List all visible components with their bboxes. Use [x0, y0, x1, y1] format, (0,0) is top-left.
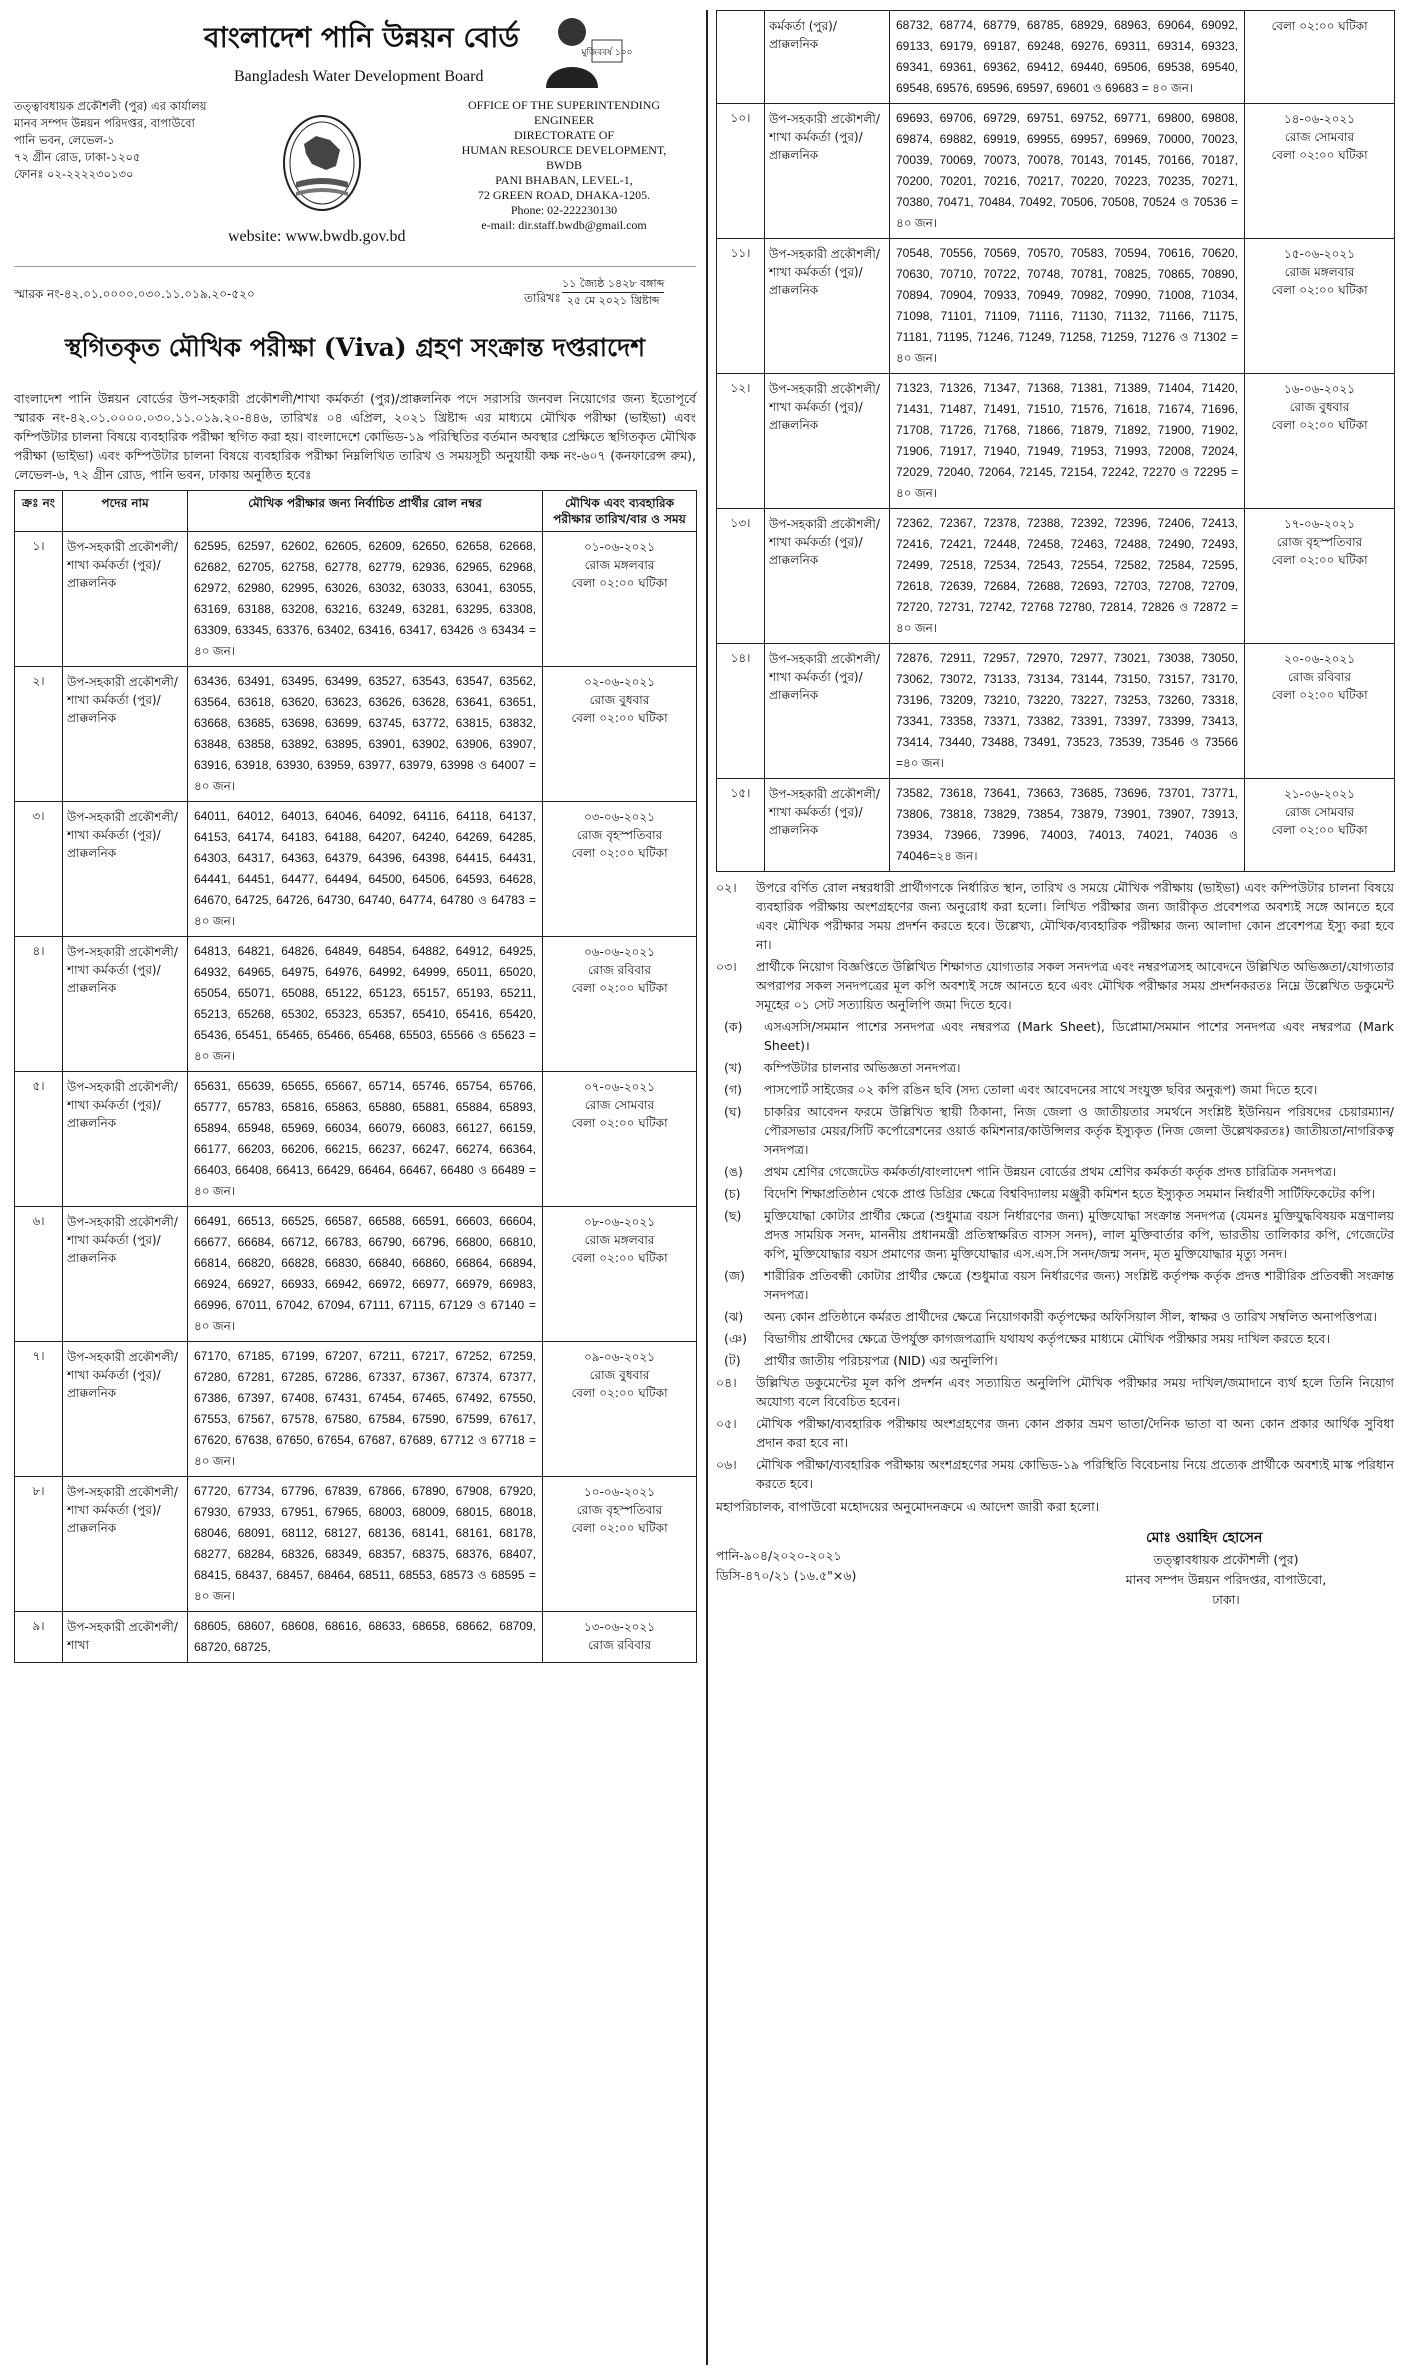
note-number: (গ) [724, 1082, 742, 1097]
note-text: প্রথম শ্রেণির গেজেটেড কর্মকর্তা/বাংলাদেশ পানি উন্নয়ন বোর্ডের প্রথম শ্রেণির কর্মকর্তা কর্তৃক প্রদত্ত চারিত্রিক সনদপত্র। [764, 1164, 1337, 1179]
serial-cell: ৫। [15, 1072, 63, 1207]
serial-cell: ৬। [15, 1207, 63, 1342]
post-cell: উপ-সহকারী প্রকৌশলী/শাখা কর্মকর্তা (পুর)/প্রাক্কলনিক [63, 1207, 188, 1342]
schedule-cell [1245, 509, 1395, 644]
note-number: (ক) [724, 1019, 743, 1034]
note-item [716, 1017, 1394, 1055]
address-line: 72 GREEN ROAD, DHAKA-1205. [477, 188, 651, 202]
table-row [15, 1342, 697, 1477]
post-cell: উপ-সহকারী প্রকৌশলী/শাখা কর্মকর্তা (পুর)/প্রাক্কলনিক [765, 239, 890, 374]
schedule-cell [543, 1612, 697, 1663]
address-line: মানব সম্পদ উন্নয়ন পরিদপ্তর, বাপাউবো [14, 116, 195, 130]
table-row [15, 802, 697, 937]
post-cell: উপ-সহকারী প্রকৌশলী/শাখা কর্মকর্তা (পুর)/প্রাক্কলনিক [765, 779, 890, 872]
exam-time: বেলা ০২:০০ ঘটিকা [571, 576, 668, 590]
exam-day: রোজ রবিবার [588, 1638, 651, 1652]
exam-time: বেলা ০২:০০ ঘটিকা [1271, 688, 1368, 702]
intro-paragraph: বাংলাদেশ পানি উন্নয়ন বোর্ডের উপ-সহকারী প্রকৌশলী/শাখা কর্মকর্তা (পুর)/প্রাক্কলনিক পদে সরাসরি জনবল নিয়োগের জন্য ইতোপূর্বে স্মারক নং-৪২.০১.০০০০.০৩০.১১.০১৯.২০-৪৪৬, তারিখঃ ০৪ এপ্রিল, ২০২১ খ্রিষ্টাব্দ এর মাধ্যমে মৌখিক পরীক্ষা (ভাইভা) এবং কম্পিউটার চালনা বিষয়ে ব্যবহারিক পরীক্ষা স্থগিত করা হয়। বাংলাদেশে কোভিড-১৯ পরিস্থিতির বর্তমান অবস্থার প্রেক্ষিতে স্থগিতকৃত মৌখিক পরীক্ষা (ভাইভা) এবং কম্পিউটার চালনা বিষয়ে ব্যবহারিক পরীক্ষা নিম্নলিখিত তারিখ ও সময়সূচী অনুযায়ী কক্ষ নং-৬০৭ (কনফারেন্স রুম), লেভেল-৬, ৭২ গ্রীন রোড, পানি ভবন, ঢাকায় অনুষ্ঠিত হবেঃ [14, 391, 696, 482]
roll-numbers-cell: 69693, 69706, 69729, 69751, 69752, 69771, 69800, 69808, 69874, 69882, 69919, 69955, 69957, 69969, 70000, 70023, 70039, 70069, 70073, 70078, 70143, 70145, 70166, 70187, 70200, 70201, 70216, 70217, 70220, 70223, 70235, 70271, 70380, 70471, 70484, 70492, 70506, 70508, 70524 ও 70536 = ৪০ জন। [890, 104, 1245, 239]
exam-time: বেলা ০২:০০ ঘটিকা [1271, 823, 1368, 837]
address-line: PANI BHABAN, LEVEL-1, [495, 173, 633, 187]
note-item [716, 1102, 1394, 1159]
col-post: পদের নাম [63, 491, 188, 532]
schedule-cell [543, 937, 697, 1072]
note-item [716, 1162, 1394, 1181]
roll-numbers-cell: 71323, 71326, 71347, 71368, 71381, 71389, 71404, 71420, 71431, 71487, 71491, 71510, 71576, 71618, 71674, 71696, 71708, 71726, 71768, 71866, 71879, 71892, 71900, 71902, 71906, 71917, 71940, 71949, 71953, 71993, 72008, 72024, 72029, 72040, 72064, 72145, 72154, 72242, 72270 ও 72295 = ৪০ জন। [890, 374, 1245, 509]
date-label: তারিখঃ [524, 291, 561, 305]
exam-day: রোজ বৃহস্পতিবার [1276, 535, 1363, 549]
table-header-row [15, 491, 697, 532]
note-text: শারীরিক প্রতিবন্ধী কোটার প্রার্থীর ক্ষেত্রে (শুধুমাত্র বয়স নির্ধারণের জন্য) সংশ্লিষ্ট কর্তৃপক্ষ কর্তৃক প্রদত্ত শারীরিক প্রতিবন্ধী সংক্রান্ত সনদপত্র। [764, 1268, 1394, 1302]
address-line: ৭২ গ্রীন রোড, ঢাকা-১২০৫ [14, 150, 141, 164]
note-text: মৌখিক পরীক্ষা/ব্যবহারিক পরীক্ষায় অংশগ্রহণের সময় কোভিড-১৯ পরিস্থিতি বিবেচনায় নিয়ে প্রত্যেক প্রার্থীকে অবশ্যই মাস্ক পরিধান করতে হবে। [756, 1457, 1394, 1491]
exam-day: রোজ বৃহস্পতিবার [576, 1503, 663, 1517]
post-cell: উপ-সহকারী প্রকৌশলী/শাখা কর্মকর্তা (পুর)/প্রাক্কলনিক [63, 1477, 188, 1612]
note-number: (খ) [724, 1060, 742, 1075]
note-item [716, 1414, 1394, 1452]
roll-numbers-cell: 68732, 68774, 68779, 68785, 68929, 68963, 69064, 69092, 69133, 69179, 69187, 69248, 69276, 69311, 69314, 69323, 69341, 69361, 69362, 69412, 69440, 69506, 69538, 69540, 69548, 69576, 69596, 69597, 69601 ও 69683 = ৪০ জন। [890, 11, 1245, 104]
exam-day: রোজ সোমবার [1284, 130, 1355, 144]
note-text: মুক্তিযোদ্ধা কোটার প্রার্থীর ক্ষেত্রে (শুধুমাত্র বয়স নির্ধারণের জন্য) মুক্তিযোদ্ধা সংক্রান্ত সনদপত্র (যেমনঃ মুক্তিযুদ্ধবিষয়ক মন্ত্রণালয় প্রদত্ত সাময়িক সনদ, মাননীয় প্রধানমন্ত্রী প্রতিস্বাক্ষরিত বাসস সনদ), লাল মুক্তিবার্তার কপি, ভারতীয় তালিকার কপি, গেজেটের কপি, মুক্তিযোদ্ধার বয়স প্রমাণের জন্য মুক্তিযোদ্ধার এস.এস.সি সনদ/জন্ম সনদ, মৃত মুক্তিযোদ্ধার মৃত্যু সনদ। [764, 1208, 1394, 1261]
designation-line: মানব সম্পদ উন্নয়ন পরিদপ্তর, বাপাউবো, [1125, 1572, 1327, 1587]
note-item [716, 1373, 1394, 1411]
address-line: DIRECTORATE OF [513, 128, 615, 142]
table-row [15, 1477, 697, 1612]
roll-numbers-cell: 66491, 66513, 66525, 66587, 66588, 66591, 66603, 66604, 66677, 66684, 66712, 66783, 66790, 66796, 66800, 66810, 66814, 66820, 66828, 66830, 66840, 66860, 66864, 66894, 66924, 66927, 66933, 66942, 66972, 66977, 66979, 66983, 66996, 67011, 67042, 67094, 67111, 67115, 67129 ও 67140 = ৪০ জন। [188, 1207, 543, 1342]
exam-day: রোজ বুধবার [589, 1368, 650, 1382]
exam-time: বেলা ০২:০০ ঘটিকা [1271, 418, 1368, 432]
post-cell: উপ-সহকারী প্রকৌশলী/শাখা কর্মকর্তা (পুর)/প্রাক্কলনিক [63, 532, 188, 667]
note-text: উল্লিখিত ডকুমেন্টের মূল কপি প্রদর্শন এবং সত্যায়িত অনুলিপি মৌখিক পরীক্ষার সময় দাখিল/জমাদানে ব্যর্থ হলে তিনি নিয়োগ অযোগ্য বলে বিবেচিত হবেন। [756, 1375, 1394, 1409]
table-row [717, 509, 1395, 644]
schedule-cell [1245, 11, 1395, 104]
post-cell: উপ-সহকারী প্রকৌশলী/শাখা কর্মকর্তা (পুর)/প্রাক্কলনিক [63, 1342, 188, 1477]
exam-day: রোজ সোমবার [584, 1098, 655, 1112]
note-number: (ট) [724, 1353, 741, 1368]
roll-numbers-cell: 67720, 67734, 67796, 67839, 67866, 67890, 67908, 67920, 67930, 67933, 67951, 67965, 68003, 68009, 68015, 68018, 68046, 68091, 68112, 68127, 68136, 68141, 68161, 68178, 68277, 68284, 68326, 68349, 68357, 68375, 68376, 68407, 68415, 68437, 68457, 68464, 68511, 68553, 68573 ও 68595 = ৪০ জন। [188, 1477, 543, 1612]
bwdb-logo-icon [282, 114, 362, 212]
exam-day: রোজ রবিবার [588, 963, 651, 977]
serial-cell: ১। [15, 532, 63, 667]
exam-day: রোজ মঙ্গলবার [584, 1233, 655, 1247]
note-text: পাসপোর্ট সাইজের ০২ কপি রঙিন ছবি (সদ্য তোলা এবং আবেদনের সাথে সংযুক্ত ছবির অনুরূপ) জমা দিতে হবে। [764, 1082, 1318, 1097]
table-row [15, 667, 697, 802]
table-row [717, 779, 1395, 872]
schedule-cell [543, 667, 697, 802]
note-number: (চ) [724, 1186, 741, 1201]
note-text: প্রার্থীকে নিয়োগ বিজ্ঞপ্তিতে উল্লিখিত শিক্ষাগত যোগ্যতার সকল সনদপত্র এবং নম্বরপত্রসহ আবেদনে উল্লিখিত অভিজ্ঞতা/যোগ্যতার অপরাপর সকল সনদপত্রের মূল কপি অবশ্যই সঙ্গে আনতে হবে এবং মৌখিক পরীক্ষার সময় প্রদর্শনকরতঃ নিম্নে উল্লেখিত ডকুমেন্ট সমূহের ০১ সেট সত্যায়িত অনুলিপি জমা দিতে হবে। [756, 959, 1394, 1012]
note-number: (ঙ) [724, 1164, 743, 1179]
schedule-cell [1245, 374, 1395, 509]
roll-numbers-cell: 62595, 62597, 62602, 62605, 62609, 62650, 62658, 62668, 62682, 62705, 62758, 62778, 62779, 62936, 62965, 62968, 62972, 62980, 62995, 63026, 63032, 63033, 63041, 63055, 63169, 63188, 63208, 63216, 63249, 63281, 63295, 63308, 63309, 63345, 63376, 63402, 63416, 63417, 63426 ও 63434 = ৪০ জন। [188, 532, 543, 667]
exam-time: বেলা ০২:০০ ঘটিকা [571, 711, 668, 725]
serial-cell: ৯। [15, 1612, 63, 1663]
roll-numbers-cell: 63436, 63491, 63495, 63499, 63527, 63543, 63547, 63562, 63564, 63618, 63620, 63623, 63626, 63628, 63641, 63651, 63668, 63685, 63698, 63699, 63745, 63772, 63815, 63832, 63848, 63858, 63892, 63895, 63901, 63902, 63906, 63907, 63916, 63918, 63930, 63959, 63977, 63979, 63998 ও 64007 = ৪০ জন। [188, 667, 543, 802]
exam-time: বেলা ০২:০০ ঘটিকা [571, 846, 668, 860]
schedule-cell [543, 1342, 697, 1477]
note-number: (জ) [724, 1268, 745, 1283]
print-ref-line: ডিসি-৪৭০/২১ (১৬.৫"×৬) [716, 1568, 857, 1583]
table-row [717, 239, 1395, 374]
memo-number: স্মারক নং-৪২.০১.০০০০.০৩০.১১.০১৯.২০-৫২০ [14, 287, 255, 301]
schedule-cell [1245, 239, 1395, 374]
post-cell: উপ-সহকারী প্রকৌশলী/শাখা কর্মকর্তা (পুর)/প্রাক্কলনিক [63, 1072, 188, 1207]
exam-time: বেলা ০২:০০ ঘটিকা [1271, 553, 1368, 567]
exam-day: রোজ মঙ্গলবার [1284, 265, 1355, 279]
schedule-cell [543, 532, 697, 667]
table-body-right [717, 11, 1395, 872]
table-row [15, 1072, 697, 1207]
post-cell: উপ-সহকারী প্রকৌশলী/শাখা কর্মকর্তা (পুর)/প্রাক্কলনিক [63, 802, 188, 937]
date-block [562, 276, 664, 309]
address-line: BWDB [546, 158, 582, 172]
post-cell: উপ-সহকারী প্রকৌশলী/শাখা কর্মকর্তা (পুর)/প্রাক্কলনিক [63, 667, 188, 802]
table-row-continued [717, 11, 1395, 104]
post-cell: উপ-সহকারী প্রকৌশলী/শাখা কর্মকর্তা (পুর)/প্রাক্কলনিক [765, 374, 890, 509]
note-item [716, 1184, 1394, 1203]
roll-numbers-cell: 73582, 73618, 73641, 73663, 73685, 73696, 73701, 73771, 73806, 73818, 73829, 73854, 73879, 73901, 73907, 73913, 73934, 73966, 73996, 74003, 74013, 74021, 74036 ও 74046=২৪ জন। [890, 779, 1245, 872]
note-text: এসএসসি/সমমান পাশের সনদপত্র এবং নম্বরপত্র (Mark Sheet), ডিপ্লোমা/সমমান পাশের সনদপত্র এবং নম্বরপত্র (Mark Sheet)। [764, 1019, 1394, 1053]
exam-date: ০৩-০৬-২০২১ [583, 810, 656, 824]
roll-numbers-cell: 67170, 67185, 67199, 67207, 67211, 67217, 67252, 67259, 67280, 67281, 67285, 67286, 67337, 67367, 67374, 67377, 67386, 67397, 67408, 67431, 67454, 67465, 67492, 67550, 67553, 67567, 67578, 67580, 67584, 67590, 67599, 67617, 67620, 67638, 67650, 67654, 67687, 67689, 67712 ও 67718 = ৪০ জন। [188, 1342, 543, 1477]
print-reference [716, 1546, 856, 1586]
note-number: ০২। [716, 880, 737, 895]
note-text: প্রার্থীর জাতীয় পরিচয়পত্র (NID) এর অনুলিপি। [764, 1353, 998, 1368]
schedule-table-left [14, 490, 697, 1663]
table-row [15, 1207, 697, 1342]
note-item [716, 957, 1394, 1014]
portrait-emblem-icon [542, 10, 633, 88]
serial-cell: ১২। [717, 374, 765, 509]
note-item [716, 878, 1394, 954]
roll-numbers-cell: 68605, 68607, 68608, 68616, 68633, 68658, 68662, 68709, 68720, 68725, [188, 1612, 543, 1663]
serial-cell: ৩। [15, 802, 63, 937]
exam-time: বেলা ০২:০০ ঘটিকা [1271, 19, 1368, 33]
signature-block [716, 1516, 1394, 1636]
address-line: Phone: 02-222230130 [510, 203, 618, 217]
exam-date: ২০-০৬-২০২১ [1283, 652, 1356, 666]
exam-date: ০৯-০৬-২০২১ [583, 1350, 656, 1364]
address-line: পানি ভবন, লেভেল-১ [14, 133, 115, 147]
roll-numbers-cell: 72362, 72367, 72378, 72388, 72392, 72396, 72406, 72413, 72416, 72421, 72448, 72458, 72463, 72488, 72490, 72493, 72499, 72518, 72534, 72543, 72554, 72582, 72584, 72595, 72618, 72639, 72684, 72688, 72693, 72703, 72708, 72709, 72720, 72731, 72742, 72768 72780, 72814, 72826 ও 72872 = ৪০ জন। [890, 509, 1245, 644]
notes-list [716, 878, 1394, 1014]
note-number: ০৬। [716, 1457, 737, 1472]
schedule-cell [1245, 644, 1395, 779]
exam-date: ১০-০৬-২০২১ [583, 1485, 656, 1499]
post-cell: উপ-সহকারী প্রকৌশলী/শাখা কর্মকর্তা (পুর)/প্রাক্কলনিক [765, 104, 890, 239]
serial-cell: ২। [15, 667, 63, 802]
website-link[interactable]: website: www.bwdb.gov.bd [228, 228, 406, 245]
note-number: ০৪। [716, 1375, 737, 1390]
schedule-cell [543, 1477, 697, 1612]
serial-cell: ১৩। [717, 509, 765, 644]
date-bangla: ১১ জ্যৈষ্ঠ ১৪২৮ বঙ্গাব্দ [562, 276, 664, 293]
org-name-english: Bangladesh Water Development Board [234, 68, 484, 85]
address-line: OFFICE OF THE SUPERINTENDING [467, 98, 661, 112]
print-ref-line: পানি-৯০৪/২০২০-২০২১ [716, 1548, 842, 1563]
exam-date: ০১-০৬-২০২১ [583, 540, 656, 554]
header-divider [14, 266, 696, 267]
exam-date: ১৭-০৬-২০২১ [1283, 517, 1356, 531]
note-text: কম্পিউটার চালনার অভিজ্ঞতা সনদপত্র। [764, 1060, 961, 1075]
document-checklist [716, 1017, 1394, 1370]
schedule-cell [543, 802, 697, 937]
right-column [716, 10, 1394, 1636]
note-number: (ঞ) [724, 1331, 747, 1346]
address-line: ফোনঃ ০২-২২২২৩০১৩০ [14, 167, 134, 181]
post-cell: উপ-সহকারী প্রকৌশলী/শাখা কর্মকর্তা (পুর)/প্রাক্কলনিক [765, 644, 890, 779]
exam-date: ১৪-০৬-২০২১ [1283, 112, 1356, 126]
exam-day: রোজ বৃহস্পতিবার [576, 828, 663, 842]
exam-date: ২১-০৬-২০২১ [1283, 787, 1356, 801]
note-item [716, 1455, 1394, 1493]
signatory-designation [1076, 1550, 1376, 1610]
note-text: চাকরির আবেদন ফরমে উল্লিখিত স্থায়ী ঠিকানা, নিজ জেলা ও জাতীয়তার সমর্থনে সংশ্লিষ্ট ইউনিয়ন পরিষদের চেয়ারম্যান/পৌরসভার মেয়র/সিটি কর্পোরেশনের ওয়ার্ড কমিশনার/কাউন্সিলর কর্তৃক ইস্যুকৃত (নিজ জেলা উল্লেখকরতঃ) জাতীয়তা/নাগরিকত্ব সনদপত্র। [764, 1104, 1394, 1157]
serial-cell: ৮। [15, 1477, 63, 1612]
table-row [717, 104, 1395, 239]
roll-numbers-cell: 70548, 70556, 70569, 70570, 70583, 70594, 70616, 70620, 70630, 70710, 70722, 70748, 70781, 70825, 70865, 70890, 70894, 70904, 70933, 70949, 70982, 70990, 71008, 71034, 71098, 71101, 71109, 71116, 71130, 71132, 71166, 71175, 71181, 71195, 71246, 71249, 71258, 71259, 71276 ও 71302 = ৪০ জন। [890, 239, 1245, 374]
address-line: তত্ত্বাবধায়ক প্রকৌশলী (পুর) এর কার্যালয় [14, 99, 207, 113]
roll-numbers-cell: 72876, 72911, 72957, 72970, 72977, 73021, 73038, 73050, 73062, 73072, 73133, 73134, 73144, 73150, 73157, 73170, 73196, 73209, 73210, 73220, 73227, 73253, 73260, 73318, 73341, 73358, 73371, 73382, 73391, 73397, 73399, 73413, 73414, 73440, 73488, 73491, 73523, 73539, 73546 ও 73566 =৪০ জন। [890, 644, 1245, 779]
office-address-english [434, 98, 694, 233]
table-row [15, 532, 697, 667]
exam-time: বেলা ০২:০০ ঘটিকা [571, 1521, 668, 1535]
table-row [717, 644, 1395, 779]
exam-day: রোজ বুধবার [589, 693, 650, 707]
exam-day: রোজ মঙ্গলবার [584, 558, 655, 572]
exam-time: বেলা ০২:০০ ঘটিকা [571, 1116, 668, 1130]
note-number: ০৩। [716, 959, 737, 974]
note-text: মৌখিক পরীক্ষা/ব্যবহারিক পরীক্ষায় অংশগ্রহণের জন্য কোন প্রকার ভ্রমণ ভাতা/দৈনিক ভাতা বা অন্য কোন প্রকার আর্থিক সুবিধা প্রদান করা হবে না। [756, 1416, 1394, 1450]
serial-cell: ৪। [15, 937, 63, 1072]
post-cell: উপ-সহকারী প্রকৌশলী/শাখা [63, 1612, 188, 1663]
designation-line: তত্ত্বাবধায়ক প্রকৌশলী (পুর) [1153, 1552, 1299, 1567]
serial-cell: ১৪। [717, 644, 765, 779]
exam-time: বেলা ০২:০০ ঘটিকা [571, 981, 668, 995]
exam-day: রোজ রবিবার [1288, 670, 1351, 684]
exam-date: ১৫-০৬-২০২১ [1283, 247, 1356, 261]
letterhead [14, 10, 696, 310]
note-text: উপরে বর্ণিত রোল নম্বরধারী প্রার্থীগণকে নির্ধারিত স্থান, তারিখ ও সময়ে মৌখিক পরীক্ষায় (ভাইভা) এবং কম্পিউটার চালনা বিষয়ে ব্যবহারিক পরীক্ষায় অংশগ্রহণের জন্য অনুরোধ করা হলো। লিখিত পরীক্ষার জন্য জারীকৃত প্রবেশপত্র অবশ্যই সঙ্গে আনতে হবে এবং মৌখিক পরীক্ষার সময় প্রদর্শন করতে হবে। উল্লেখ্য, মৌখিক/ব্যবহারিক পরীক্ষার জন্য আলাদা কোন প্রবেশপত্র ইস্যু করা হবে না। [756, 880, 1394, 952]
exam-date: ০৬-০৬-২০২১ [583, 945, 656, 959]
col-serial: ক্রঃ নং [15, 491, 63, 532]
notes-list [716, 1373, 1394, 1493]
note-item [716, 1058, 1394, 1077]
note-text: বিভাগীয় প্রার্থীদের ক্ষেত্রে উপর্যুক্ত কাগজপত্রাদি যথাযথ কর্তৃপক্ষের মাধ্যমে মৌখিক পরীক্ষার সময় দাখিল করতে হবে। [764, 1331, 1331, 1346]
exam-day: রোজ সোমবার [1284, 805, 1355, 819]
post-cell: কর্মকর্তা (পুর)/প্রাক্কলনিক [765, 11, 890, 104]
date-english: ২৫ মে ২০২১ খ্রিষ্টাব্দ [566, 294, 660, 307]
schedule-cell [543, 1072, 697, 1207]
office-address-bangla [14, 98, 214, 183]
exam-date: ০৭-০৬-২০২১ [583, 1080, 656, 1094]
serial-cell [717, 11, 765, 104]
note-item [716, 1351, 1394, 1370]
address-line: e-mail: dir.staff.bwdb@gmail.com [481, 218, 647, 232]
schedule-cell [543, 1207, 697, 1342]
roll-numbers-cell: 64813, 64821, 64826, 64849, 64854, 64882, 64912, 64925, 64932, 64965, 64975, 64976, 64992, 64999, 65011, 65020, 65054, 65071, 65088, 65122, 65123, 65157, 65193, 65211, 65213, 65268, 65302, 65323, 65357, 65410, 65416, 65420, 65436, 65451, 65465, 65466, 65468, 65503, 65566 ও 65623 = ৪০ জন। [188, 937, 543, 1072]
note-item [716, 1080, 1394, 1099]
signatory-name: মোঃ ওয়াহিদ হোসেন [1146, 1530, 1263, 1546]
serial-cell: ৭। [15, 1342, 63, 1477]
note-number: (ঝ) [724, 1309, 744, 1324]
note-item [716, 1266, 1394, 1304]
exam-time: বেলা ০২:০০ ঘটিকা [1271, 148, 1368, 162]
note-number: (ঘ) [724, 1104, 742, 1119]
schedule-cell [1245, 104, 1395, 239]
note-number: ০৫। [716, 1416, 737, 1431]
note-text: বিদেশি শিক্ষাপ্রতিষ্ঠান থেকে প্রাপ্ত ডিগ্রির ক্ষেত্রে বিশ্ববিদ্যালয় মঞ্জুরী কমিশন হতে ইস্যুকৃত সমমান নির্ধারণী সার্টিফিকেটের কপি। [764, 1186, 1376, 1201]
table-row [15, 1612, 697, 1663]
table-body-left [15, 532, 697, 1663]
roll-numbers-cell: 65631, 65639, 65655, 65667, 65714, 65746, 65754, 65766, 65777, 65783, 65816, 65863, 65880, 65881, 65884, 65893, 65894, 65948, 65969, 66034, 66079, 66083, 66127, 66159, 66177, 66203, 66206, 66215, 66237, 66247, 66274, 66364, 66403, 66408, 66413, 66429, 66464, 66467, 66480 ও 66489 = ৪০ জন। [188, 1072, 543, 1207]
org-name-bangla: বাংলাদেশ পানি উন্নয়ন বোর্ড [204, 21, 520, 54]
post-cell: উপ-সহকারী প্রকৌশলী/শাখা কর্মকর্তা (পুর)/প্রাক্কলনিক [765, 509, 890, 644]
address-line: ENGINEER [534, 113, 594, 127]
exam-date: ০২-০৬-২০২১ [583, 675, 656, 689]
roll-numbers-cell: 64011, 64012, 64013, 64046, 64092, 64116, 64118, 64137, 64153, 64174, 64183, 64188, 64207, 64240, 64269, 64285, 64303, 64317, 64363, 64379, 64396, 64398, 64415, 64431, 64441, 64451, 64477, 64494, 64500, 64506, 64593, 64628, 64670, 64725, 64726, 64730, 64740, 64774, 64780 ও 64783 = ৪০ জন। [188, 802, 543, 937]
closing-line: মহাপরিচালক, বাপাউবো মহোদয়ের অনুমোদনক্রমে এ আদেশ জারী করা হলো। [716, 1499, 1100, 1514]
note-number: (ছ) [724, 1208, 742, 1223]
post-cell: উপ-সহকারী প্রকৌশলী/শাখা কর্মকর্তা (পুর)/প্রাক্কলনিক [63, 937, 188, 1072]
designation-line: ঢাকা। [1212, 1592, 1240, 1607]
schedule-table-right [716, 10, 1395, 872]
serial-cell: ১১। [717, 239, 765, 374]
col-date: মৌখিক এবং ব্যবহারিক পরীক্ষার তারিখ/বার ও সময় [543, 491, 697, 532]
emblem-tag: মুজিববর্ষ ১০০ [581, 48, 633, 58]
note-item [716, 1307, 1394, 1326]
exam-time: বেলা ০২:০০ ঘটিকা [571, 1386, 668, 1400]
instructions [716, 878, 1394, 1516]
note-item [716, 1206, 1394, 1263]
exam-date: ১৩-০৬-২০২১ [583, 1620, 656, 1634]
col-rolls: মৌখিক পরীক্ষার জন্য নির্বাচিত প্রার্থীর রোল নম্বর [188, 491, 543, 532]
note-item [716, 1329, 1394, 1348]
serial-cell: ১০। [717, 104, 765, 239]
document-title: স্থগিতকৃত মৌখিক পরীক্ষা (Viva) গ্রহণ সংক্রান্ত দপ্তরাদেশ [64, 333, 646, 362]
exam-date: ০৮-০৬-২০২১ [583, 1215, 656, 1229]
schedule-cell [1245, 779, 1395, 872]
exam-date: ১৬-০৬-২০২১ [1283, 382, 1356, 396]
serial-cell: ১৫। [717, 779, 765, 872]
exam-time: বেলা ০২:০০ ঘটিকা [1271, 283, 1368, 297]
table-row [15, 937, 697, 1072]
left-column [14, 10, 696, 1663]
note-text: অন্য কোন প্রতিষ্ঠানে কর্মরত প্রার্থীদের ক্ষেত্রে নিয়োগকারী কর্তৃপক্ষের অফিসিয়াল সীল, স্বাক্ষর ও তারিখ সম্বলিত অনাপত্তিপত্র। [764, 1309, 1377, 1324]
table-row [717, 374, 1395, 509]
address-line: HUMAN RESOURCE DEVELOPMENT, [461, 143, 667, 157]
exam-day: রোজ বুধবার [1289, 400, 1350, 414]
exam-time: বেলা ০২:০০ ঘটিকা [571, 1251, 668, 1265]
column-divider [706, 10, 708, 2365]
